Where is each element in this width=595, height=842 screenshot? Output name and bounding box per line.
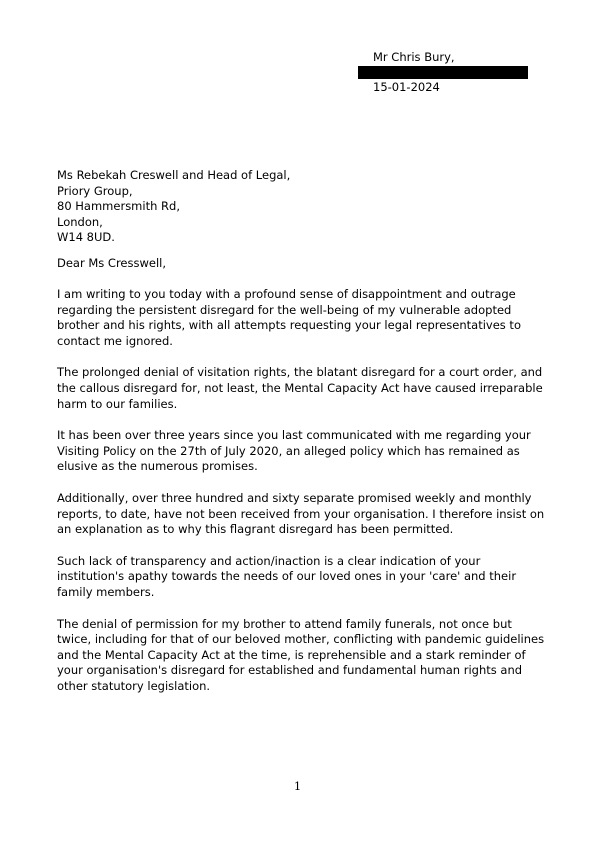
letter-date: 15-01-2024 xyxy=(373,80,440,94)
recipient-line: 80 Hammersmith Rd, xyxy=(57,199,180,213)
body-paragraph: It has been over three years since you last communicated with me regarding your Visiting Policy on the 27th of July 2020, an alleged policy which has remained as elusive as the numerous promises. xyxy=(57,428,531,474)
letter-body xyxy=(57,287,549,710)
redacted-address-bar xyxy=(358,66,528,79)
body-paragraph: Additionally, over three hundred and sixty separate promised weekly and monthly reports, to date, have not been received from your organisation. I therefore insist on an explanation as to why this flagrant disregard has been permitted. xyxy=(57,490,545,537)
body-paragraph: The prolonged denial of visitation rights, the blatant disregard for a court order, and the callous disregard for, not least, the Mental Capacity Act have caused irreparable harm to our families. xyxy=(57,365,543,411)
recipient-address xyxy=(57,168,290,246)
body-paragraph: The denial of permission for my brother to attend family funerals, not once but twice, including for that of our beloved mother, conflicting with pandemic guidelines and the Mental Capacity Act at the time, is reprehensible and a stark reminder of your organisation's disregard for established and fundamental human rights and other statutory legislation. xyxy=(57,616,545,693)
sender-block xyxy=(373,50,455,65)
salutation: Dear Ms Cresswell, xyxy=(57,256,167,270)
body-paragraph: Such lack of transparency and action/inaction is a clear indication of your institution's apathy towards the needs of our loved ones in your 'care' and their family members. xyxy=(57,553,517,599)
body-paragraph: I am writing to you today with a profound sense of disappointment and outrage regarding the persistent disregard for the well-being of my vulnerable adopted brother and his rights, with all attempts requesting your legal representatives to contact me ignored. xyxy=(57,287,521,348)
recipient-line: London, xyxy=(57,214,103,229)
recipient-line: Ms Rebekah Creswell and Head of Legal, xyxy=(57,168,291,182)
page-number: 1 xyxy=(293,779,302,793)
recipient-line: W14 8UD. xyxy=(57,230,115,244)
sender-name: Mr Chris Bury, xyxy=(373,50,455,64)
recipient-line: Priory Group, xyxy=(57,183,133,198)
